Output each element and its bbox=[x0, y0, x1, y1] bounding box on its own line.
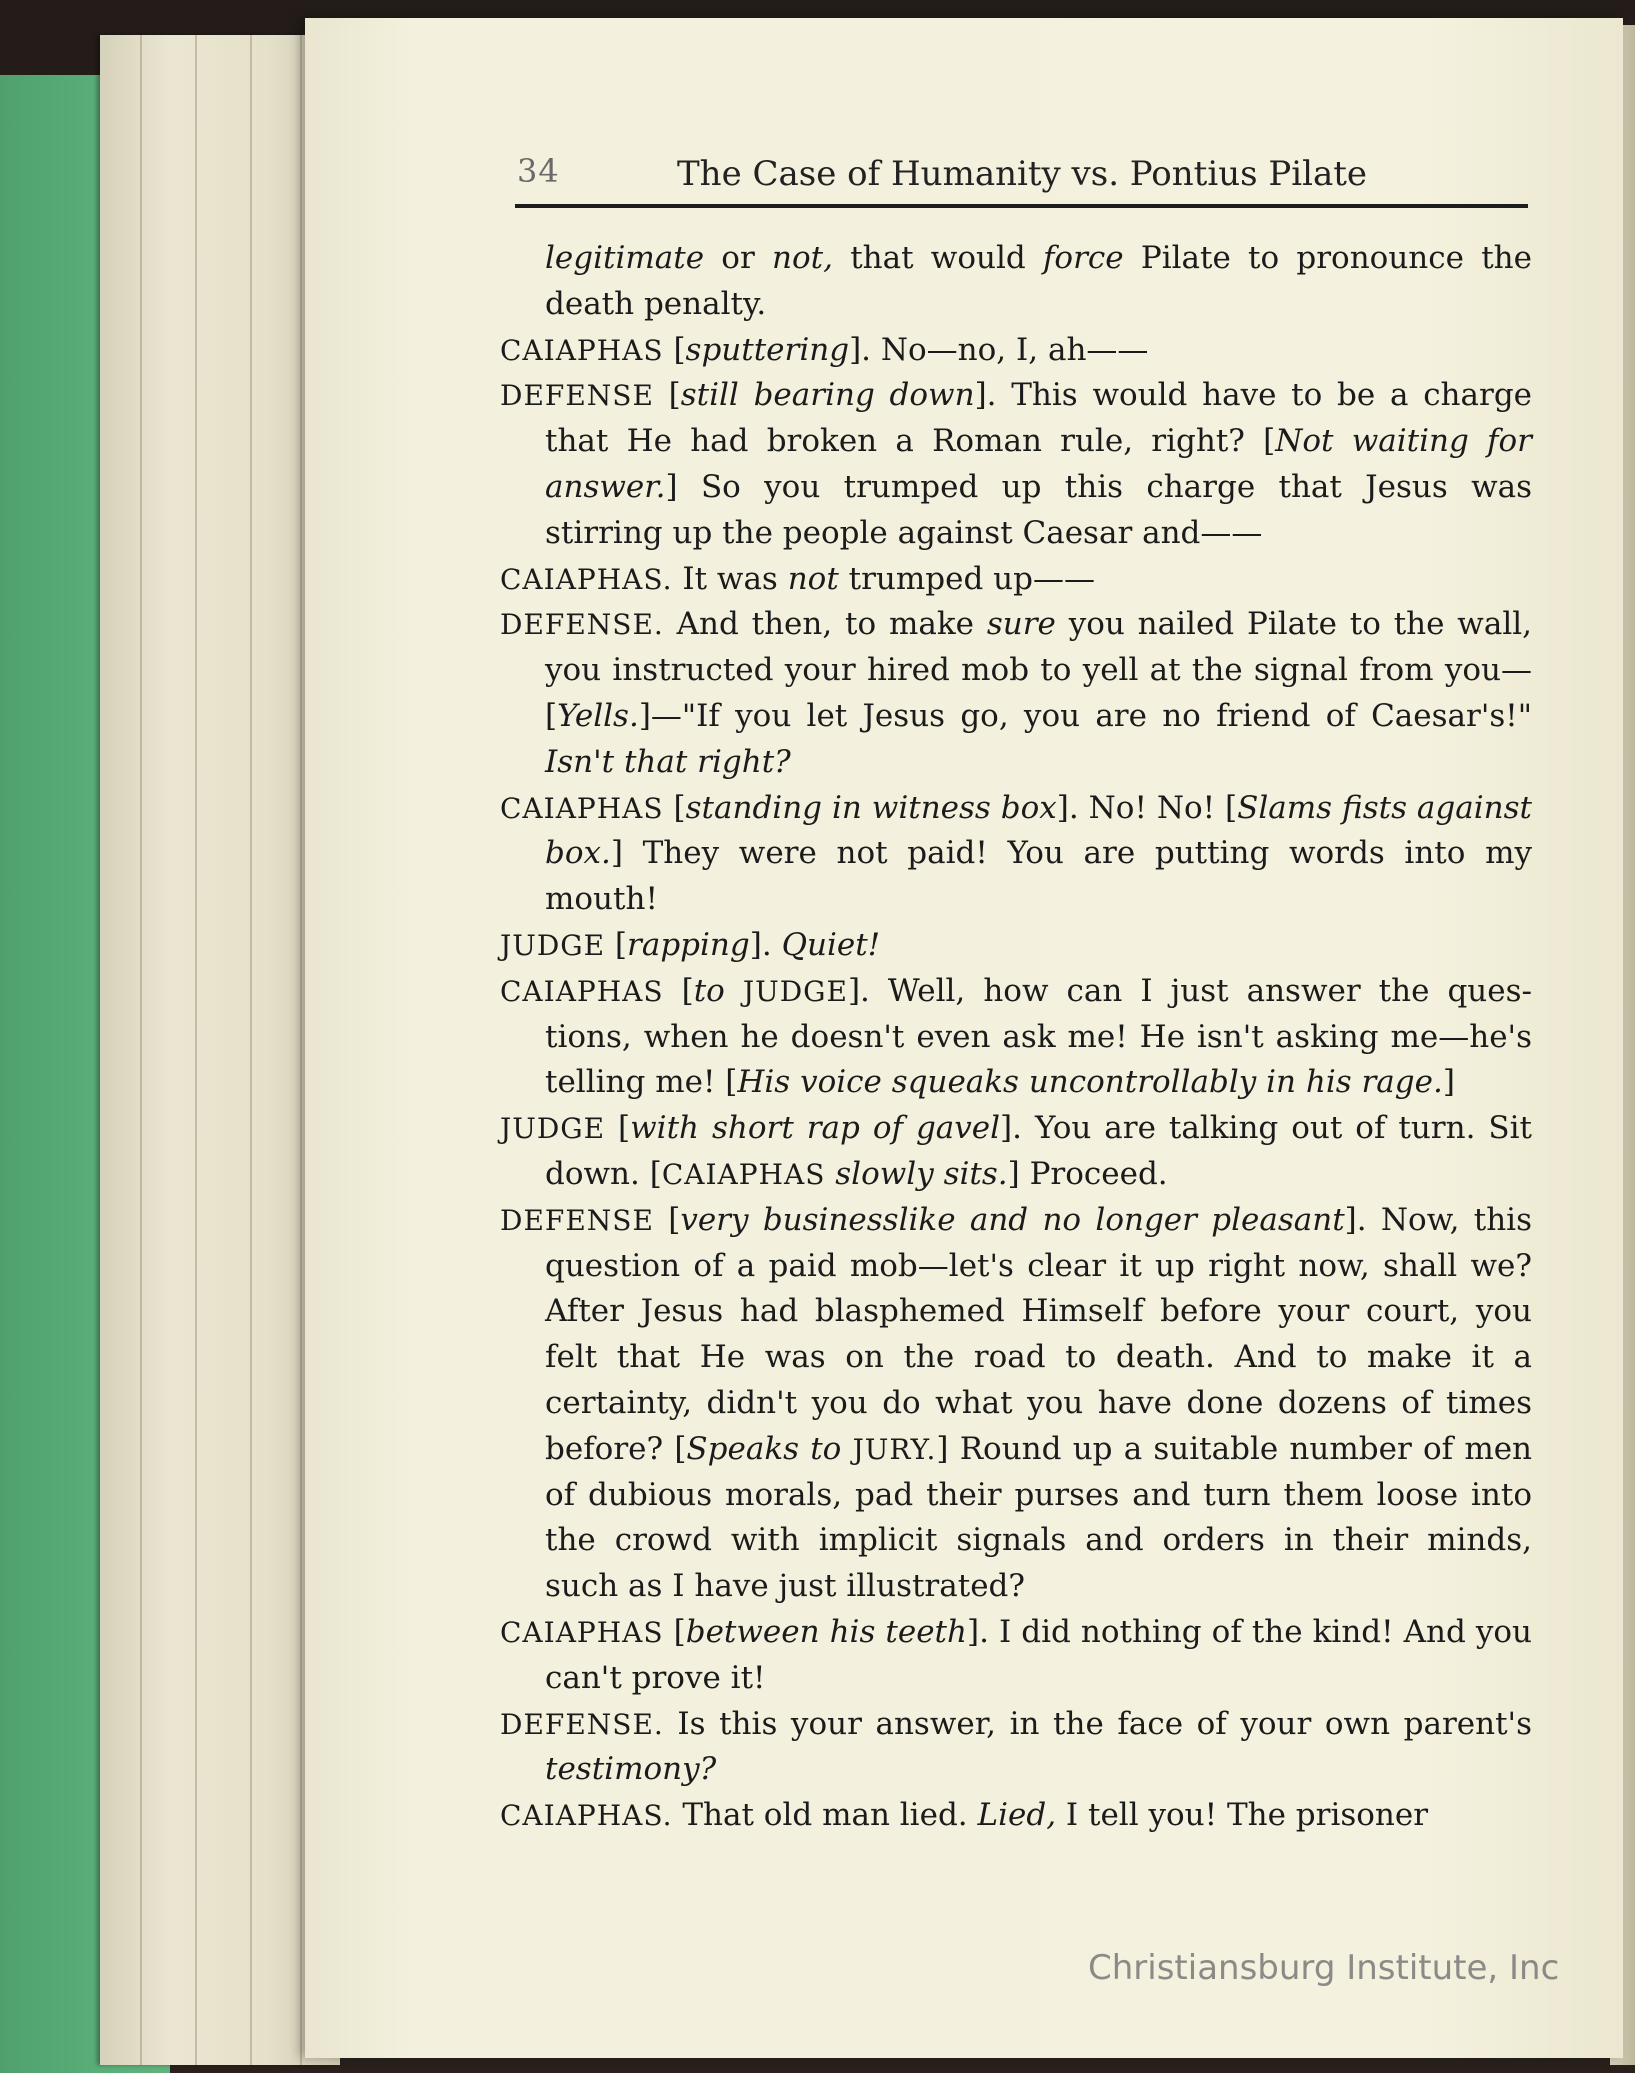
dialogue-text: And then, to make bbox=[663, 606, 987, 643]
dialogue-text: ]—"If you let Jesus go, you are no friend of Caesar's!" bbox=[638, 697, 1532, 734]
script-body bbox=[500, 236, 1532, 1839]
page-edge-line bbox=[195, 35, 197, 2065]
dialogue-text: [ bbox=[605, 926, 628, 963]
dialogue-text: [ bbox=[663, 331, 686, 368]
stage-direction: with short rap of gavel bbox=[630, 1110, 1001, 1147]
speaker-name: CAIAPHAS bbox=[500, 791, 664, 825]
speaker-name: DEFENSE bbox=[500, 379, 654, 413]
stage-direction: Not waiting for answer. bbox=[545, 423, 1532, 505]
dialogue-text: you nailed Pilate to the wall, you instructed your hired mob to yell at the signal from you—[ bbox=[545, 606, 1532, 734]
emphasis-text: testimony? bbox=[545, 1751, 717, 1788]
watermark: Christiansburg Institute, Inc bbox=[1088, 1948, 1560, 1988]
stage-direction: standing in witness box bbox=[685, 789, 1057, 826]
speaker-name: JUDGE bbox=[500, 1112, 606, 1146]
dialogue-text: [ bbox=[653, 377, 681, 414]
running-header bbox=[515, 148, 1528, 208]
dialogue-text: [ bbox=[605, 1110, 631, 1147]
speaker-name: CAIAPHAS. bbox=[500, 562, 673, 596]
page-stack bbox=[100, 35, 340, 2065]
speaker-name: CAIAPHAS bbox=[500, 333, 664, 367]
dialogue-paragraph bbox=[500, 602, 1532, 785]
speaker-name: CAIAPHAS bbox=[500, 1615, 664, 1649]
dialogue-text: ]. bbox=[749, 926, 782, 963]
dialogue-text: ]. No! No! [ bbox=[1056, 789, 1238, 826]
speaker-name: DEFENSE bbox=[500, 1203, 654, 1237]
page-number: 34 bbox=[517, 152, 560, 190]
speaker-name: CAIAPHAS bbox=[500, 974, 664, 1008]
stage-direction: Yells. bbox=[557, 697, 639, 734]
emphasis-text: not, bbox=[772, 240, 833, 276]
speaker-name: JURY. bbox=[852, 1432, 937, 1466]
emphasis-text: Lied, bbox=[977, 1797, 1057, 1834]
speaker-name: JUDGE bbox=[742, 974, 848, 1008]
dialogue-paragraph bbox=[500, 969, 1532, 1106]
dialogue-text: It was bbox=[672, 560, 788, 597]
emphasis-text: not bbox=[787, 560, 839, 597]
dialogue-text: that would bbox=[832, 240, 1043, 276]
dialogue-paragraph bbox=[500, 923, 1532, 969]
dialogue-text: ]. This would have to be a charge that He had broken a Roman rule, right? [ bbox=[545, 377, 1533, 460]
running-title: The Case of Humanity vs. Pontius Pilate bbox=[677, 154, 1368, 194]
emphasis-text: sure bbox=[986, 606, 1056, 643]
speaker-name: DEFENSE. bbox=[500, 1707, 664, 1741]
dialogue-text: ] bbox=[1442, 1064, 1455, 1101]
dialogue-text bbox=[841, 1431, 852, 1467]
dialogue-text: [ bbox=[663, 1613, 686, 1650]
dialogue-text: or bbox=[704, 240, 773, 276]
dialogue-text: ]. Now, this question of a paid mob—let's clear it up right now, shall we? After Jesus had blasphemed Himself before your court, you felt that He was on the road to death. And to make it a certainty, didn't you do what you have done dozens of times before? [ bbox=[545, 1201, 1532, 1467]
speaker-name: CAIAPHAS bbox=[661, 1157, 826, 1191]
emphasis-text: legitimate bbox=[545, 240, 705, 276]
dialogue-paragraph bbox=[500, 1702, 1532, 1794]
dialogue-text: Pilate to pronounce the death penalty. bbox=[545, 240, 1532, 322]
emphasis-text: Isn't that right? bbox=[545, 743, 791, 780]
page-edge-line bbox=[140, 35, 142, 2065]
dialogue-text: [ bbox=[663, 789, 686, 826]
dialogue-text: I tell you! The prisoner bbox=[1056, 1797, 1429, 1834]
dialogue-paragraph bbox=[500, 1198, 1532, 1610]
dialogue-paragraph bbox=[500, 328, 1532, 374]
dialogue-text bbox=[825, 1156, 835, 1192]
dialogue-text: ]. Well, how can I just answer the ques-tions, when he doesn't even ask me! He isn't asking me—he's telling me! [ bbox=[545, 972, 1532, 1101]
dialogue-paragraph bbox=[500, 1610, 1532, 1702]
emphasis-text: Quiet! bbox=[781, 926, 881, 963]
speaker-name: JUDGE bbox=[500, 928, 606, 962]
dialogue-text: ]. No—no, I, ah—— bbox=[849, 331, 1149, 368]
emphasis-text: force bbox=[1042, 240, 1124, 276]
stage-direction: still bearing down bbox=[680, 377, 975, 414]
dialogue-text: trumped up—— bbox=[838, 560, 1095, 597]
stage-direction: between his teeth bbox=[685, 1613, 967, 1650]
page-edge-line bbox=[300, 35, 302, 2065]
dialogue-text bbox=[725, 973, 743, 1009]
stage-direction: to bbox=[693, 972, 725, 1009]
dialogue-text: ]. I did nothing of the kind! And you can't prove it! bbox=[545, 1613, 1532, 1696]
stage-direction: Slams fists against box. bbox=[545, 789, 1532, 872]
stage-direction: rapping bbox=[627, 926, 750, 963]
dialogue-text: ] They were not paid! You are putting words into my mouth! bbox=[545, 835, 1532, 918]
dialogue-paragraph bbox=[500, 786, 1532, 923]
dialogue-text: [ bbox=[663, 972, 694, 1009]
dialogue-paragraph bbox=[500, 1793, 1532, 1839]
dialogue-text: ]. You are talking out of turn. Sit down. [ bbox=[545, 1110, 1533, 1192]
speaker-name: DEFENSE. bbox=[500, 608, 664, 642]
stage-direction: slowly sits. bbox=[835, 1155, 1008, 1192]
page-edge-line bbox=[250, 35, 252, 2065]
stage-direction: sputtering bbox=[685, 331, 850, 368]
dialogue-text: [ bbox=[653, 1201, 681, 1238]
speaker-name: CAIAPHAS. bbox=[500, 1799, 673, 1833]
dialogue-text: ] Round up a suitable number of men of dubious morals, pad their purses and turn them loose into the crowd with implicit signals and orders in their minds, such as I have just illustrated? bbox=[545, 1430, 1533, 1605]
dialogue-paragraph bbox=[500, 373, 1532, 556]
dialogue-text: ] So you trumped up this charge that Jesus was stirring up the people against Caesar and—— bbox=[545, 468, 1532, 551]
dialogue-text: Is this your answer, in the face of your own parent's bbox=[663, 1705, 1532, 1742]
continued-paragraph bbox=[500, 236, 1532, 328]
stage-direction: Speaks to bbox=[686, 1430, 842, 1467]
dialogue-text: ] Proceed. bbox=[1007, 1155, 1168, 1192]
stage-direction: His voice squeaks uncontrollably in his rage. bbox=[737, 1064, 1443, 1101]
dialogue-text: That old man lied. bbox=[672, 1797, 978, 1834]
stage-direction: very businesslike and no longer pleasant bbox=[680, 1201, 1345, 1238]
dialogue-paragraph bbox=[500, 1106, 1532, 1198]
dialogue-paragraph bbox=[500, 557, 1532, 603]
